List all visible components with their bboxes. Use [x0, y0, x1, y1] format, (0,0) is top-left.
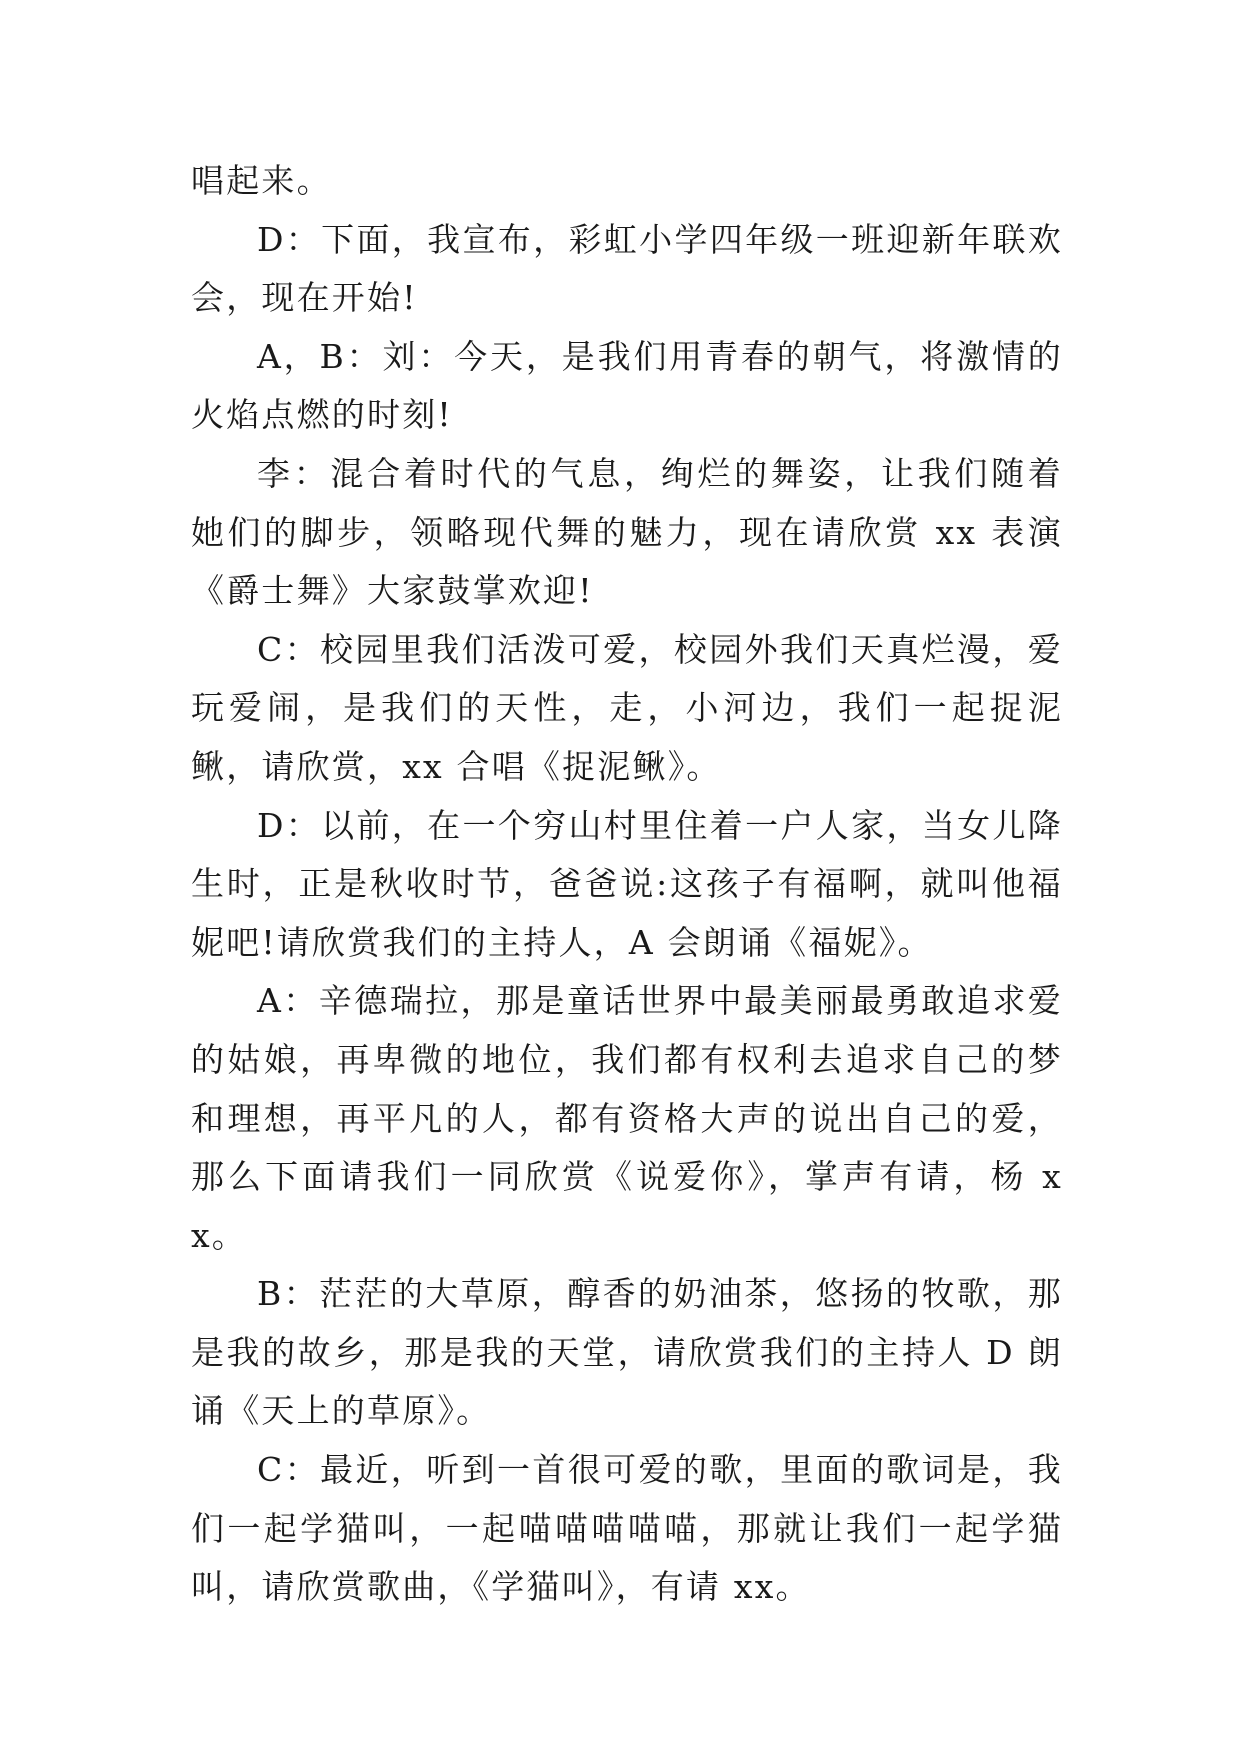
paragraph-host-b-grassland: B：茫茫的大草原，醇香的奶油茶，悠扬的牧歌，那是我的故乡，那是我的天堂，请欣赏我们的主持人 D 朗诵《天上的草原》。 — [191, 1274, 1063, 1431]
paragraph-host-li-jazz: 李：混合着时代的气息，绚烂的舞姿，让我们随着她们的脚步，领略现代舞的魅力，现在请欣赏 xx 表演《爵士舞》大家鼓掌欢迎! — [191, 453, 1063, 611]
paragraph-host-d-funi: D：以前，在一个穷山村里住着一户人家，当女儿降生时，正是秋收时节，爸爸说:这孩子有福啊，就叫他福妮吧!请欣赏我们的主持人，A 会朗诵《福妮》。 — [191, 805, 1063, 962]
paragraph-host-ab-liu: A，B：刘：今天，是我们用青春的朝气，将激情的火焰点燃的时刻! — [191, 336, 1063, 435]
paragraph-host-c-cat: C：最近，听到一首很可爱的歌，里面的歌词是，我们一起学猫叫，一起喵喵喵喵喵，那就让我们一起学猫叫，请欣赏歌曲，《学猫叫》，有请 xx。 — [191, 1450, 1063, 1607]
paragraph-host-c-loach: C：校园里我们活泼可爱，校园外我们天真烂漫，爱玩爱闹，是我们的天性，走，小河边，我们一起捉泥鳅，请欣赏，xx 合唱《捉泥鳅》。 — [191, 629, 1063, 786]
paragraph-host-d-opening: D：下面，我宣布，彩虹小学四年级一班迎新年联欢会，现在开始! — [191, 219, 1063, 318]
document-body — [191, 152, 1063, 1617]
paragraph-continuation: 唱起来。 — [191, 161, 332, 200]
paragraph-host-a-cinderella: A：辛德瑞拉，那是童话世界中最美丽最勇敢追求爱的姑娘，再卑微的地位，我们都有权利去追求自己的梦和理想，再平凡的人，都有资格大声的说出自己的爱，那么下面请我们一同欣赏《说爱你》，掌声有请，杨 xx。 — [191, 981, 1063, 1255]
